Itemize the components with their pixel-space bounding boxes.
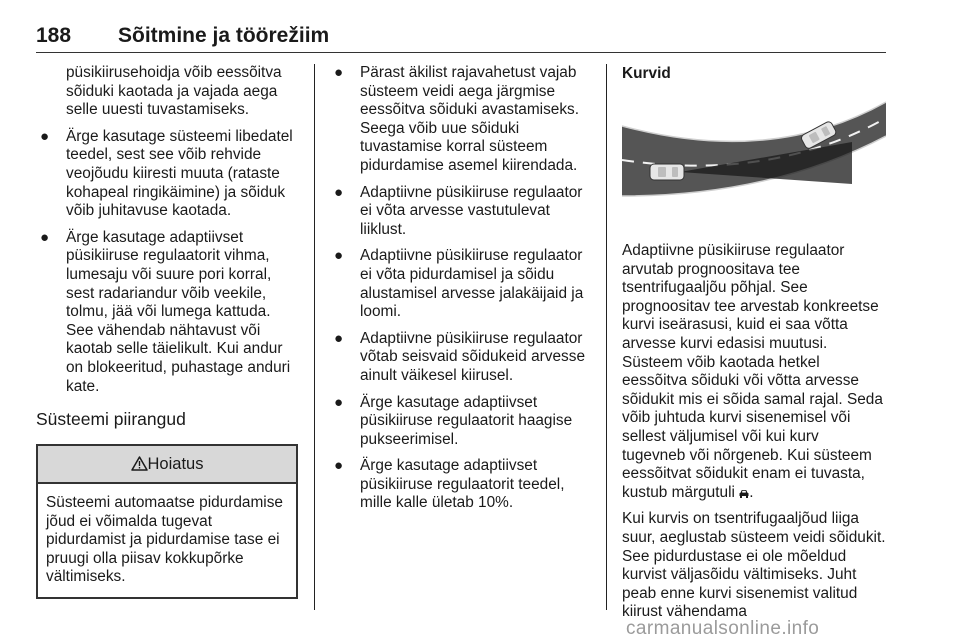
bullet-icon: ●: [334, 393, 344, 411]
curve-paragraph-2: Kui kurvis on tsentrifugaaljõud liiga suur, aeglustab süsteem veidi sõidukit. See pidurdustase ei ole mõeldud kurvist väljasõidu vältimiseks. Juht peab enne kurvi sisenemist valitud kiirust vähendama: [622, 510, 886, 621]
bullet-icon: ●: [40, 127, 50, 145]
list-item: [36, 229, 298, 396]
bullet-icon: ●: [40, 228, 50, 246]
curve-paragraph-1-text: Adaptiivne püsikiiruse regulaator arvutab prognoositava tee tsentrifugaaljõu põhjal. See prognoositav tee arvestab konkreetse kurvi iseärasusi, kuid ei saa võtta arvesse kurvi edasisi muutusi. Süsteem võib kaotada hetkel eessõitva sõiduki või võtta arvesse sõidukit mis ei sõida samal rajal. Seda võib juhtuda kurvi sisenemisel või sellest väljumisel või kui kurv tugevneb või nõrgeneb. Kui süsteem eessõitvat sõidukit enam ei tuvasta, kustub märgutuli: [622, 242, 883, 501]
warning-title: Hoiatus: [147, 455, 204, 474]
bullet-list-2: [330, 64, 592, 513]
list-item: [330, 330, 592, 386]
list-item-text: Adaptiivne püsikiiruse regulaator ei võta arvesse vastutulevat liiklust.: [360, 183, 583, 238]
column-3: [622, 64, 886, 630]
list-item: [330, 184, 592, 240]
list-item-text: Ärge kasutage süsteemi libedatel teedel, sest see võib rehvide veojõudu kiiresti muuta (rataste kohapeal ringikäimine) ja sõiduk võib juhitavuse kaotada.: [66, 127, 293, 220]
rear-car-icon: [650, 164, 684, 180]
list-item-text: Adaptiivne püsikiiruse regulaator võtab seisvaid sõidukeid arvesse ainult väikesel kiirusel.: [360, 329, 585, 384]
list-item: [36, 128, 298, 221]
list-item: [330, 394, 592, 450]
list-item: [330, 457, 592, 513]
vehicle-ahead-indicator-icon: [739, 489, 749, 498]
page-number: 188: [36, 24, 72, 47]
warning-header: [38, 446, 296, 484]
list-item-text: Ärge kasutage adaptiivset püsikiiruse regulaatorit teedel, mille kalle ületab 10%.: [360, 457, 565, 512]
list-item-text: Pärast äkilist rajavahetust vajab süsteem veidi aega järgmise eessõitva sõiduki avastamiseks. Seega võib uue sõiduki tuvastamise korral süsteem pidurdamise asemel kiirendada.: [360, 64, 579, 174]
watermark: carmanualsonline.info: [626, 618, 820, 639]
section-title: Süsteemi piirangud: [36, 409, 186, 430]
bullet-icon: ●: [334, 247, 344, 265]
subsection-title: Kurvid: [622, 65, 671, 82]
list-item: [330, 64, 592, 176]
warning-triangle-icon: [131, 456, 148, 471]
curve-paragraph-1: [622, 242, 886, 502]
warning-box: [36, 444, 298, 599]
list-item-text: Ärge kasutage adaptiivset püsikiiruse regulaatorit vihma, lumesaju või suure pori korral, sest radariandur võib veekile, tolmu, jää või lumega kattuda. See vähendab nähtavust või kaotab selle täielikult. Kui andur on blokeeritud, puhastage anduri kate.: [66, 228, 291, 395]
header-rule: [36, 52, 886, 53]
bullet-icon: ●: [334, 64, 344, 81]
bullet-icon: ●: [334, 457, 344, 475]
bullet-list-1: [36, 128, 298, 396]
column-divider-1: [314, 64, 315, 610]
curve-illustration: [622, 96, 886, 202]
list-item: [330, 247, 592, 321]
warning-text: Süsteemi automaatse pidurdamise jõud ei võimalda tugevat pidurdamist ja pidurdamise tase ei pruugi olla piisav kokkupõrke vältimiseks.: [46, 494, 283, 586]
list-item-text: Adaptiivne püsikiiruse regulaator ei võta pidurdamisel ja sõidu alustamisel arvesse jalakäijaid ja loomi.: [360, 247, 584, 321]
bullet-icon: ●: [334, 183, 344, 201]
column-divider-2: [606, 64, 607, 610]
page-header: [36, 22, 886, 54]
list-item-text: Ärge kasutage adaptiivset püsikiiruse regulaatorit haagise pukseerimisel.: [360, 393, 573, 448]
column-2: [330, 64, 592, 521]
continuation-text: püsikiirusehoidja võib eessõitva sõiduki kaotada ja vajada aega selle uuesti tuvastamiseks.: [66, 64, 282, 119]
bullet-icon: ●: [334, 329, 344, 347]
curve-paragraph-1-end: .: [749, 483, 754, 501]
chapter-title: Sõitmine ja töörežiim: [118, 24, 330, 47]
column-1: [36, 64, 298, 599]
